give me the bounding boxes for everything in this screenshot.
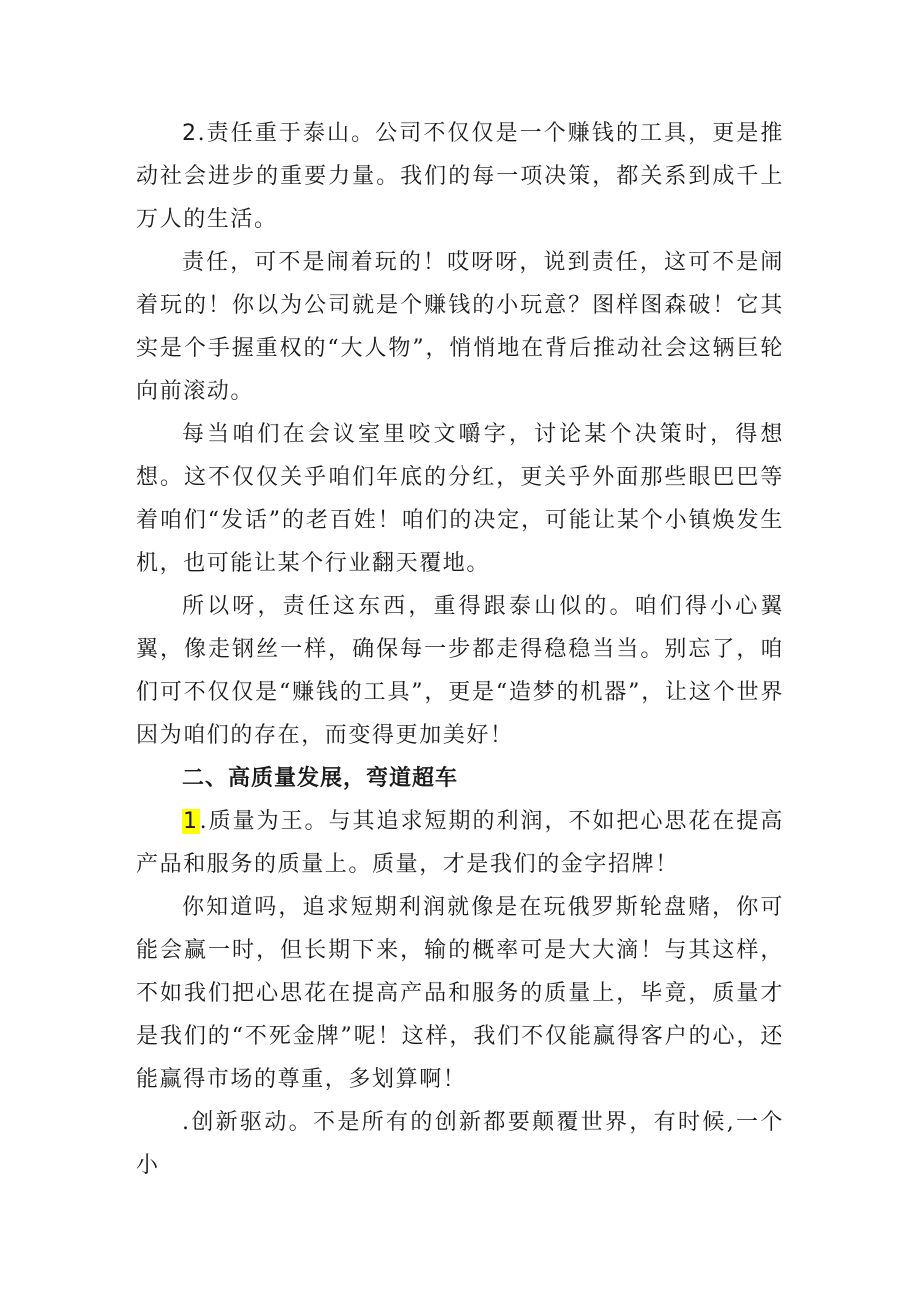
paragraph-decision-meeting: 每当咱们在会议室里咬文嚼字，讨论某个决策时，得想想。这不仅仅关乎咱们年底的分红，更关乎外面那些眼巴巴等着咱们“发话”的老百姓！咱们的决定，可能让某个小镇焕发生机，也可能让某个行业翻天覆地。 bbox=[136, 422, 784, 576]
paragraph-responsibility-joke: 责任，可不是闹着玩的！哎呀呀，说到责任，这可不是闹着玩的！你以为公司就是个赚钱的小玩意？图样图森破！它其实是个手握重权的“大人物”，悄悄地在背后推动社会这辆巨轮向前滚动。 bbox=[136, 250, 784, 404]
paragraph-text: .质量为王。与其追求短期的利润，不如把心思花在提高产品和服务的质量上。质量，才是我们的金字招牌！ bbox=[136, 809, 784, 877]
paragraph-responsibility-intro bbox=[136, 112, 784, 241]
paragraph-quality-explanation: 你知道吗，追求短期利润就像是在玩俄罗斯轮盘赌，你可能会赢一时，但长期下来，输的概率可是大大滴！与其这样，不如我们把心思花在提高产品和服务的质量上，毕竟，质量才是我们的“不死金牌”呢！这样，我们不仅能赢得客户的心，还能赢得市场的尊重，多划算啊！ bbox=[136, 895, 784, 1092]
paragraph-quality-first bbox=[136, 800, 784, 886]
document-page bbox=[136, 112, 784, 1187]
paragraph-innovation: .创新驱动。不是所有的创新都要颠覆世界，有时候,一个小 bbox=[136, 1110, 784, 1178]
item-number: 2 bbox=[182, 121, 198, 146]
paragraph-text: .责任重于泰山。公司不仅仅是一个赚钱的工具，更是推动社会进步的重要力量。我们的每一项决策，都关系到成千上万人的生活。 bbox=[136, 121, 784, 232]
section-heading: 二、高质量发展，弯道超车 bbox=[182, 766, 459, 791]
paragraph-responsibility-summary: 所以呀，责任这东西，重得跟泰山似的。咱们得小心翼翼，像走钢丝一样，确保每一步都走得稳稳当当。别忘了，咱们可不仅仅是“赚钱的工具”，更是“造梦的机器”，让这个世界因为咱们的存在，而变得更加美好！ bbox=[136, 594, 784, 748]
highlighted-item-number: 1 bbox=[183, 809, 199, 834]
